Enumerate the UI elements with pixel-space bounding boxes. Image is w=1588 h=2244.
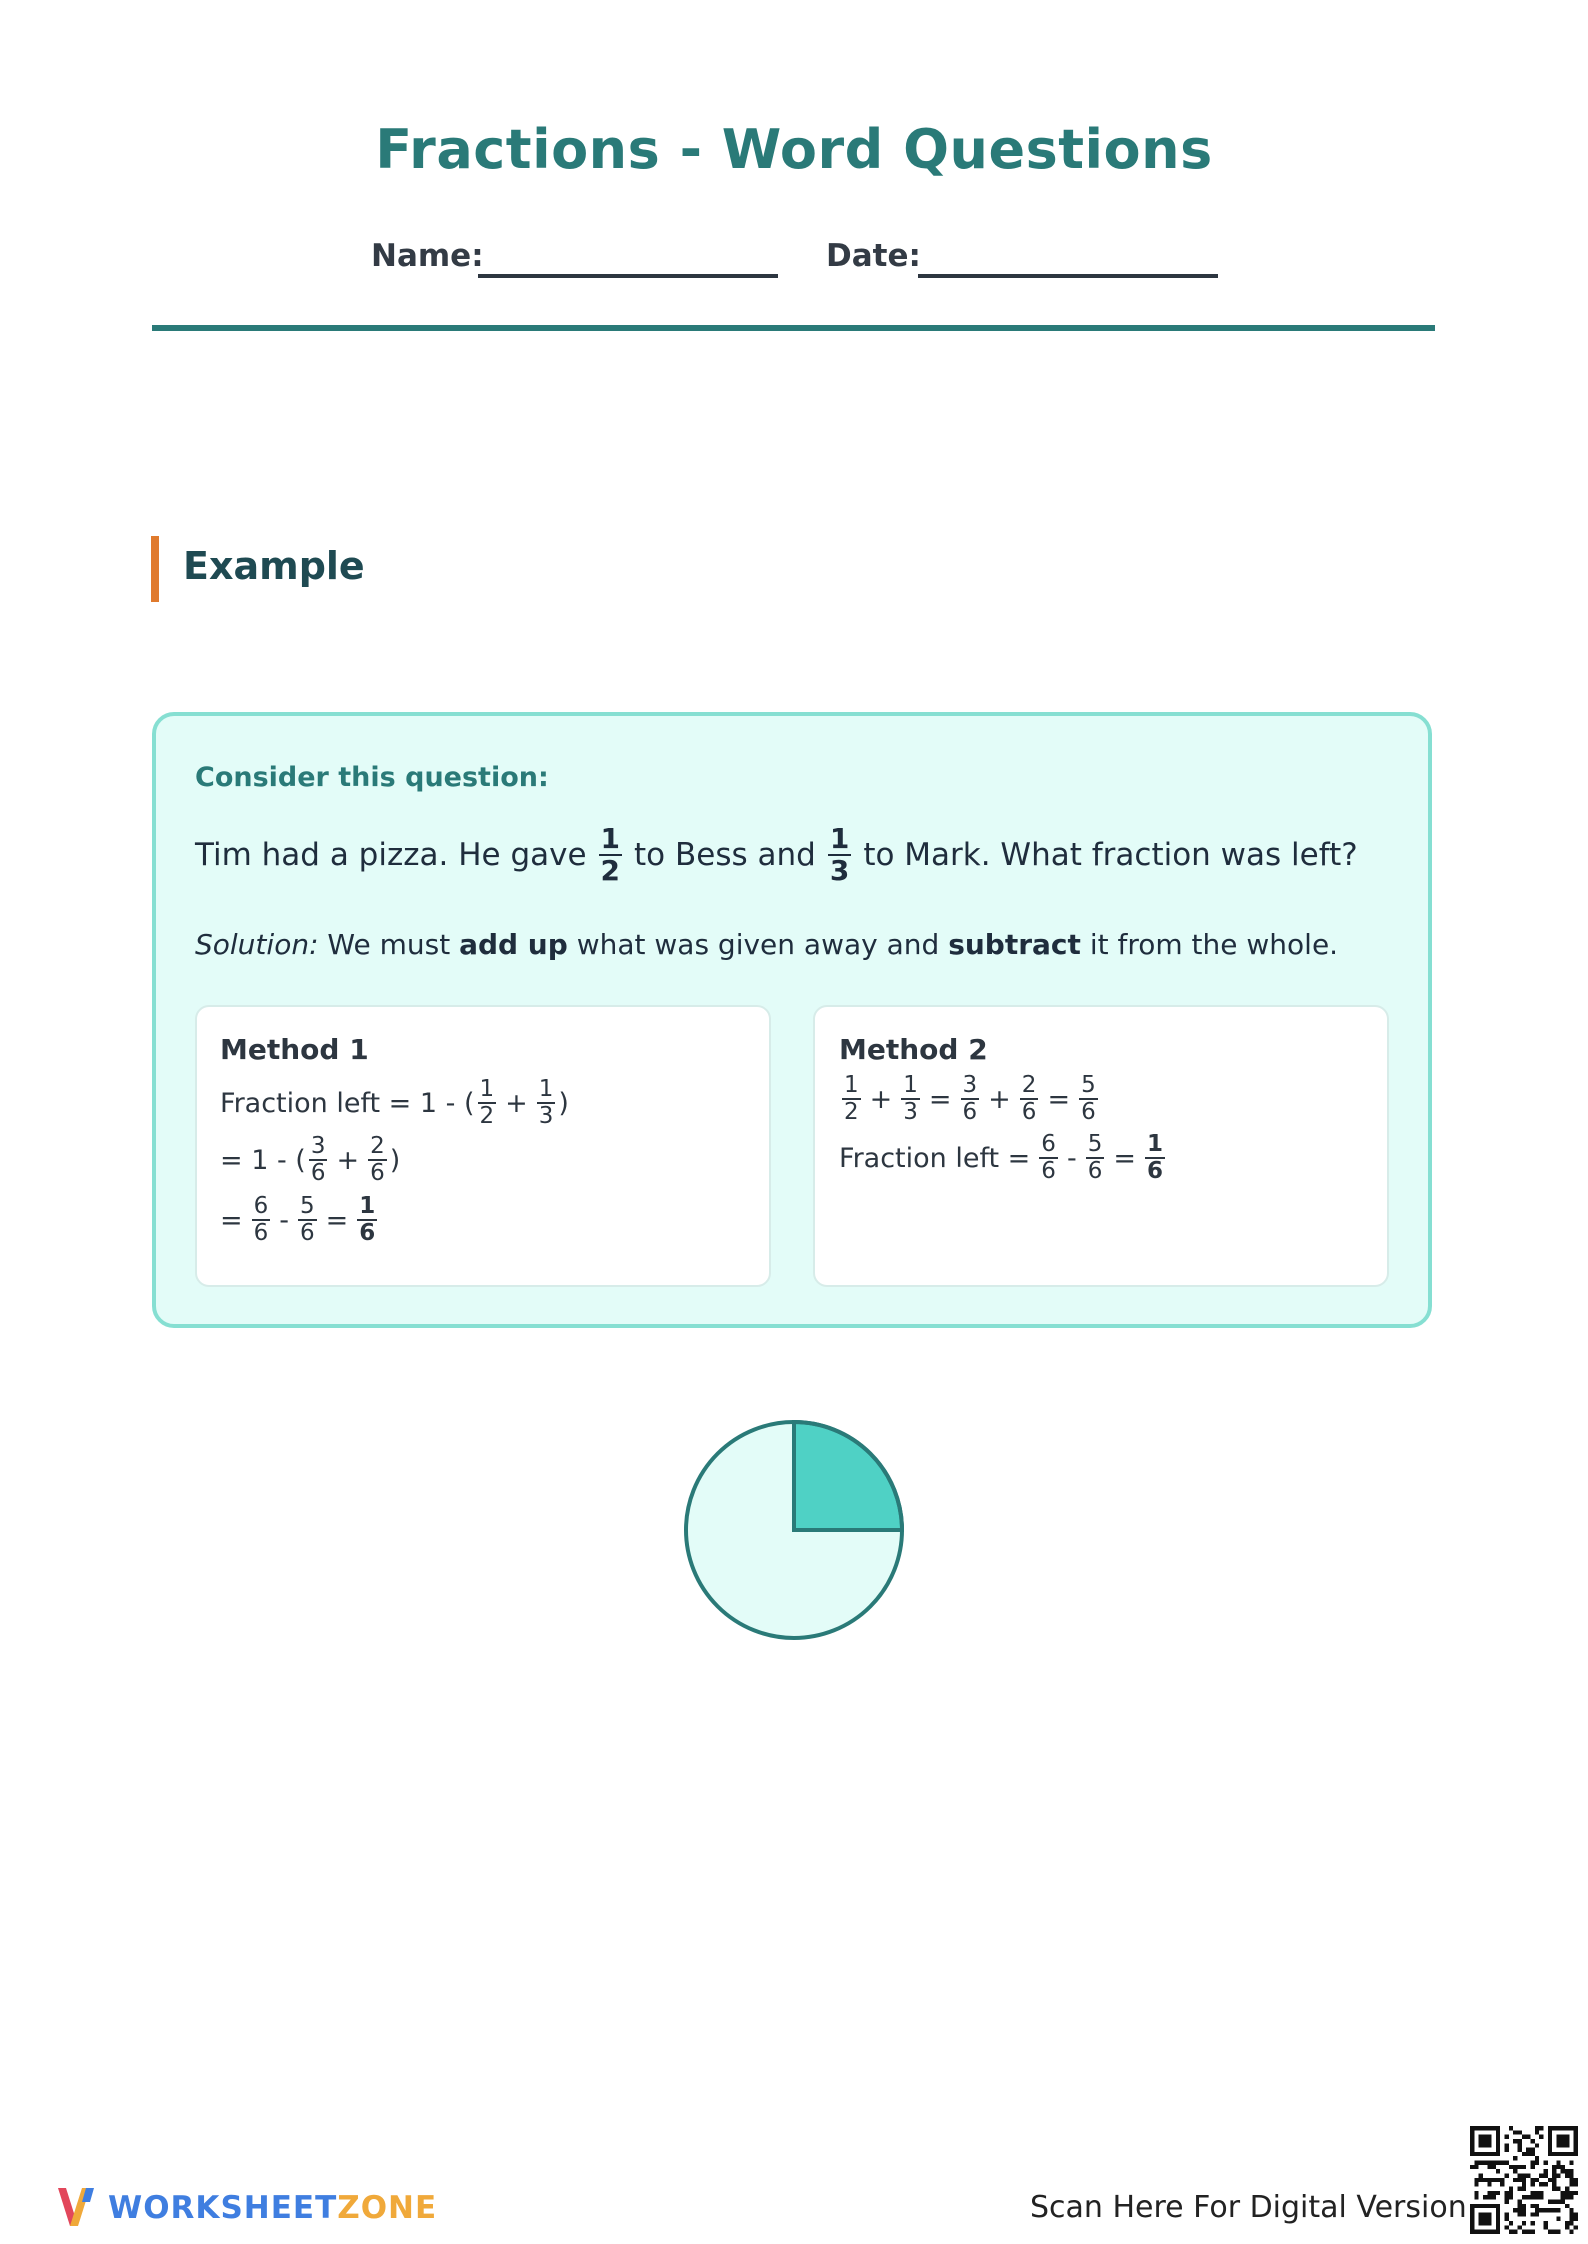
question-part-3: to Mark. What fraction was left?	[863, 837, 1358, 873]
method-2-title: Method 2	[839, 1033, 988, 1066]
solution-label: Solution:	[195, 928, 319, 961]
example-prompt: Consider this question:	[195, 762, 549, 793]
method-1-title: Method 1	[220, 1033, 369, 1066]
date-label: Date:	[826, 238, 921, 274]
header-divider	[152, 325, 1435, 331]
solution-text: Solution: We must add up what was given away and subtract it from the whole.	[195, 928, 1339, 961]
section-heading: Example	[183, 544, 365, 588]
section-accent-bar	[151, 536, 159, 602]
question-part-1: Tim had a pizza. He gave	[195, 837, 587, 873]
method-2-line-1: $\frac{1}{2}$ + $\frac{1}{3}$ = $\frac{3}{6}$ + $\frac{2}{6}$ = $\frac{5}{6}$	[844, 1072, 1096, 1125]
fraction-one-third: $\frac{1}{3}$	[829, 822, 850, 887]
brand-wordmark: WORKSHEETZONE	[108, 2190, 438, 2226]
name-label: Name:	[371, 238, 484, 274]
method-1-line-3: = $\frac{6}{6}$ - $\frac{5}{6}$ = $\frac{1}{6}$	[220, 1193, 376, 1246]
method-1-line-2: = 1 - ( $\frac{3}{6}$ + $\frac{2}{6}$ )	[220, 1133, 401, 1186]
pie-illustration	[682, 1418, 906, 1642]
method-1-result: $\frac{1}{6}$	[359, 1193, 376, 1246]
method-2-result: $\frac{1}{6}$	[1146, 1131, 1163, 1184]
date-field[interactable]	[918, 274, 1218, 278]
worksheetzone-logo-icon	[56, 2180, 96, 2232]
page-title: Fractions - Word Questions	[375, 118, 1213, 181]
method-1-line-1: Fraction left = 1 - ( $\frac{1}{2}$ + $\frac{1}{3}$ )	[220, 1076, 569, 1129]
scan-caption: Scan Here For Digital Version	[1030, 2190, 1467, 2225]
question-part-2: to Bess and	[634, 837, 816, 873]
qr-code-icon[interactable]	[1470, 2126, 1578, 2234]
name-field[interactable]	[478, 274, 778, 278]
question-text	[195, 822, 1358, 887]
fraction-one-half: $\frac{1}{2}$	[600, 822, 621, 887]
method-2-line-2: Fraction left = $\frac{6}{6}$ - $\frac{5}{6}$ = $\frac{1}{6}$	[839, 1131, 1163, 1184]
